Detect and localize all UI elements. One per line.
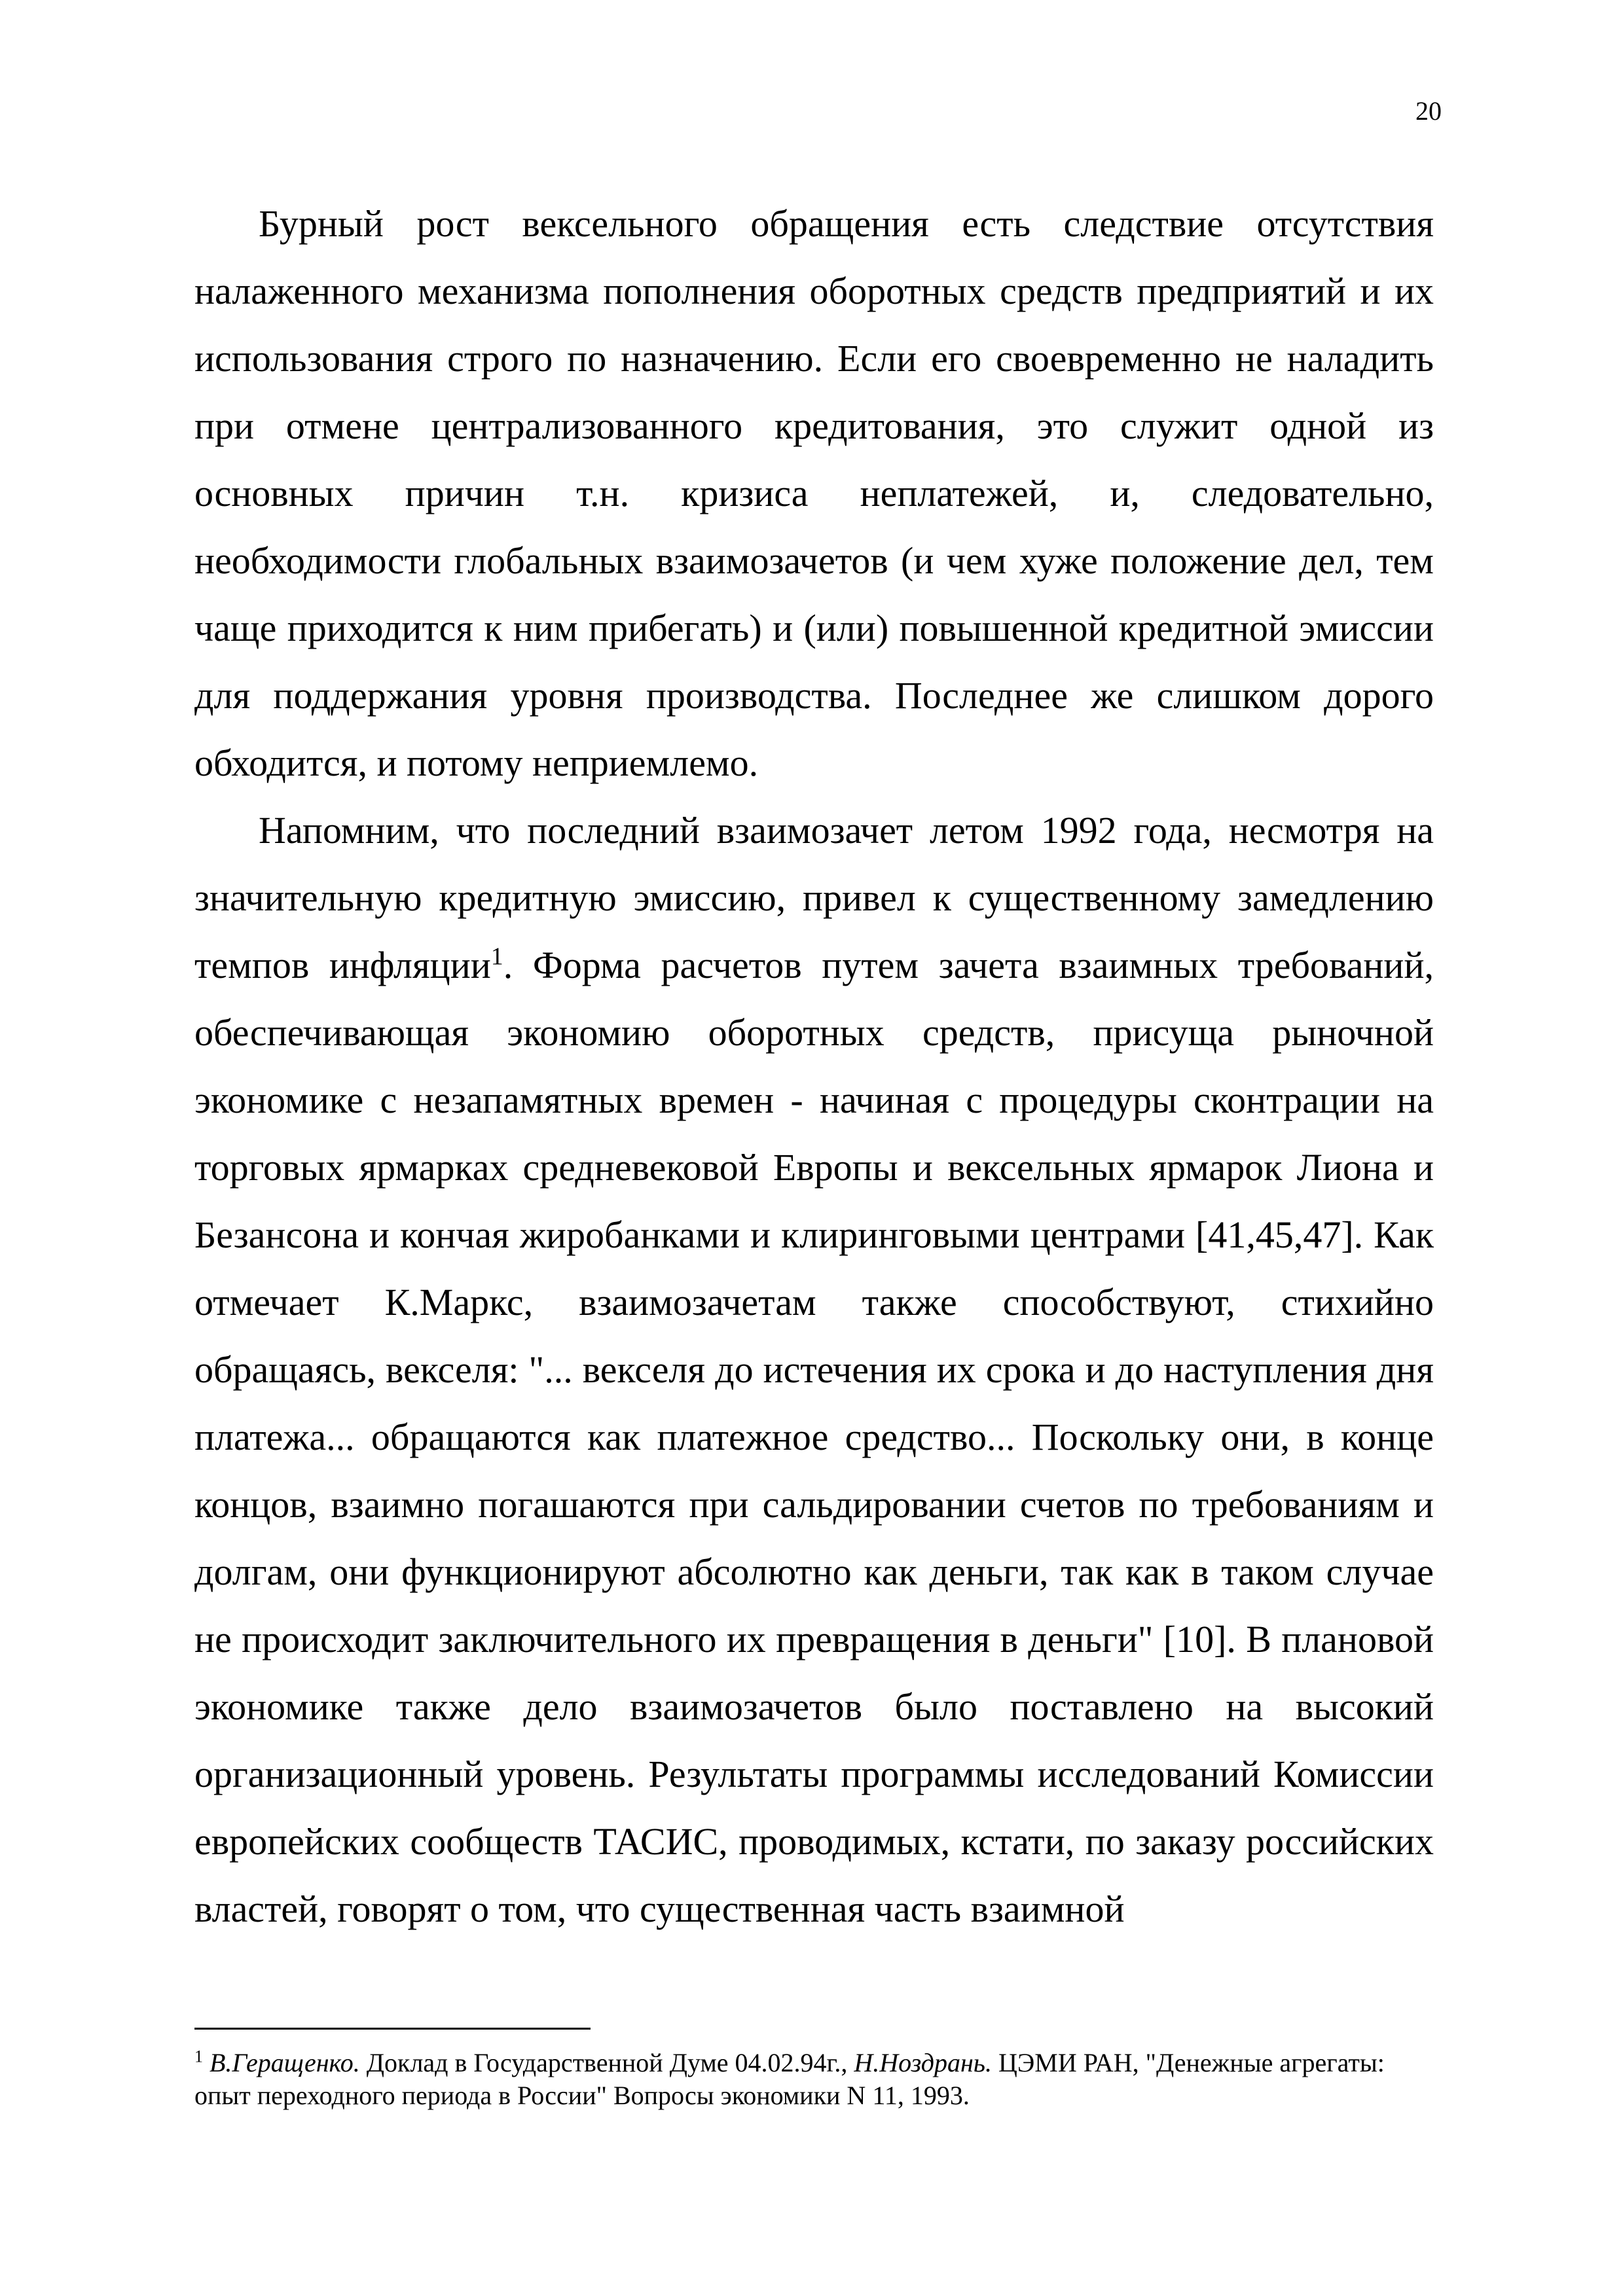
footnote-reference: 1 bbox=[490, 942, 503, 971]
footnote-marker: 1 bbox=[194, 2047, 203, 2066]
footnote bbox=[194, 2047, 1434, 2112]
footnote-text-2: ЦЭМИ РАН, "Денежные агрегаты: опыт переходного периода в России" Вопросы экономики N 11, 1993. bbox=[194, 2048, 1385, 2110]
paragraph-2-start: Напомним, что последний взаимозачет летом 1992 года, несмотря на значительную кредитную эмиссию, привел к существенному замедлению темпов инфляции bbox=[194, 809, 1434, 986]
page-number: 20 bbox=[1415, 96, 1442, 126]
footnote-author-1: В.Геращенко. bbox=[210, 2048, 360, 2077]
main-text bbox=[194, 190, 1434, 1943]
paragraph-2-rest: . Форма расчетов путем зачета взаимных требований, обеспечивающая экономию оборотных средств, присуща рыночной экономике с незапамятных времен - начиная с процедуры сконтрации на торговых ярмарках средневековой Европы и вексельных ярмарок Лиона и Безансона и кончая жиробанками и клиринговыми центрами [41,45,47]. Как отмечает К.Маркс, взаимозачетам также способствуют, стихийно обращаясь, векселя: "... векселя до истечения их срока и до наступления дня платежа... обращаются как платежное средство... Поскольку они, в конце концов, взаимно погашаются при сальдировании счетов по требованиям и долгам, они функционируют абсолютно как деньги, так как в таком случае не происходит заключительного их превращения в деньги" [10]. В плановой экономике также дело взаимозачетов было поставлено на высокий организационный уровень. Результаты программы исследований Комиссии европейских сообществ ТАСИС, проводимых, кстати, по заказу российских властей, говорят о том, что существенная часть взаимной bbox=[194, 944, 1434, 1930]
paragraph-2 bbox=[194, 797, 1434, 1943]
paragraph-1: Бурный рост вексельного обращения есть следствие отсутствия налаженного механизма пополнения оборотных средств предприятий и их использования строго по назначению. Если его своевременно не наладить при отмене централизованного кредитования, это служит одной из основных причин т.н. кризиса неплатежей, и, следовательно, необходимости глобальных взаимозачетов (и чем хуже положение дел, тем чаще приходится к ним прибегать) и (или) повышенной кредитной эмиссии для поддержания уровня производства. Последнее же слишком дорого обходится, и потому неприемлемо. bbox=[194, 202, 1434, 784]
footnote-text-1: Доклад в Государственной Думе 04.02.94г., bbox=[359, 2048, 854, 2077]
footnote-author-2: Н.Ноздрань. bbox=[854, 2048, 993, 2077]
footnote-separator bbox=[194, 2028, 591, 2030]
